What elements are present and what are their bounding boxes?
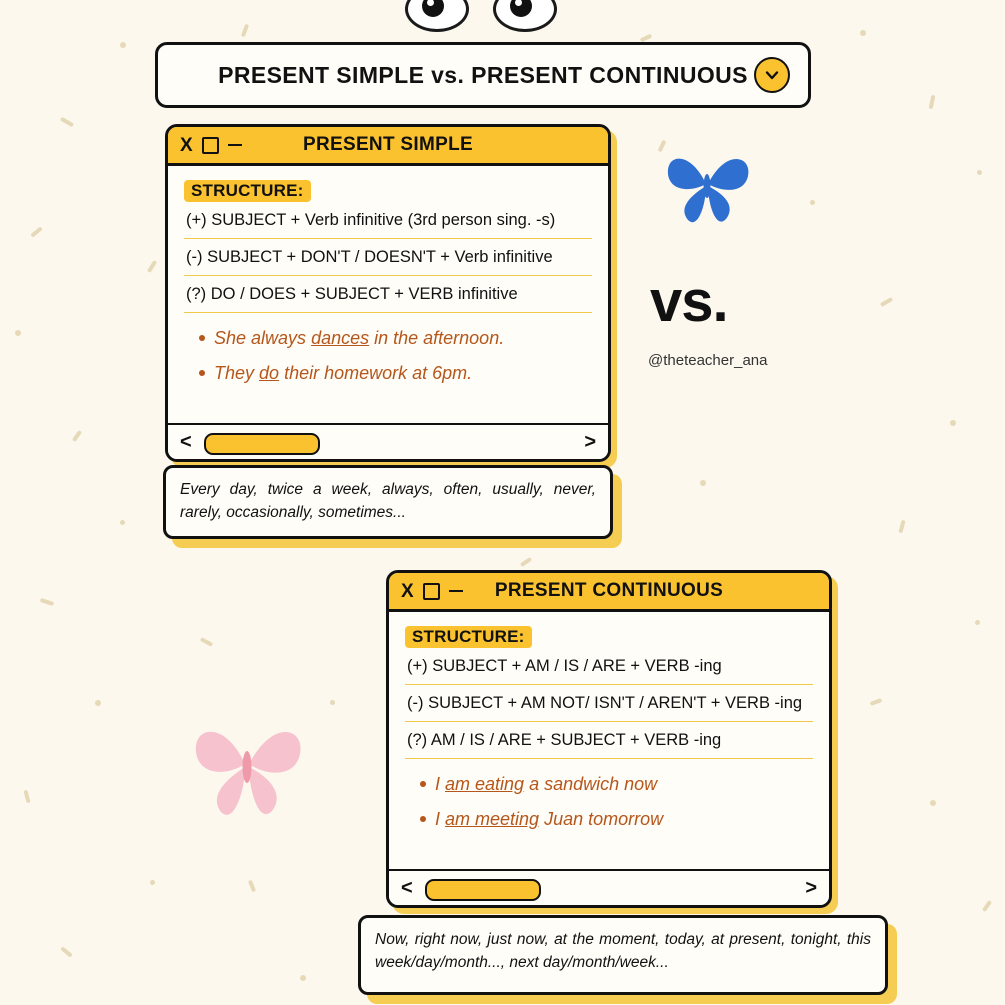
example-highlight: do [259, 362, 280, 383]
confetti-speck [700, 480, 706, 486]
confetti-speck [977, 170, 982, 175]
example-pre: They [214, 362, 260, 383]
list-item [214, 327, 592, 350]
note-present-continuous-time-expressions [358, 915, 888, 995]
minimize-icon[interactable] [228, 144, 242, 147]
confetti-speck [330, 700, 335, 705]
confetti-speck [200, 637, 213, 647]
window-content [389, 612, 829, 830]
confetti-speck [870, 698, 883, 706]
example-highlight: dances [311, 328, 370, 348]
window-scrollbar[interactable] [389, 869, 829, 905]
confetti-speck [241, 24, 249, 38]
butterfly-icon [183, 706, 311, 827]
confetti-speck [975, 620, 980, 625]
confetti-speck [60, 117, 74, 127]
scroll-thumb[interactable] [204, 433, 320, 455]
window-scrollbar[interactable] [168, 423, 608, 459]
window-titlebar [389, 573, 829, 612]
list-item [214, 362, 592, 385]
example-highlight: am meeting [445, 808, 540, 829]
window-present-simple[interactable] [165, 124, 611, 462]
confetti-speck [150, 880, 155, 885]
author-handle: @theteacher_ana [648, 352, 768, 369]
list-item [435, 808, 813, 831]
confetti-speck [23, 790, 30, 804]
form-row-affirmative: (+) SUBJECT + AM / IS / ARE + VERB -ing [405, 648, 813, 685]
example-pre: She always [214, 328, 312, 348]
confetti-speck [95, 700, 101, 706]
vs-label: vs. [650, 269, 728, 334]
window-titlebar [168, 127, 608, 166]
scroll-right-button[interactable]: > [584, 430, 596, 453]
close-icon[interactable]: X [180, 134, 193, 156]
confetti-speck [30, 226, 43, 237]
confetti-speck [950, 420, 956, 426]
confetti-speck [60, 946, 73, 957]
confetti-speck [982, 900, 992, 912]
scroll-left-button[interactable]: < [401, 876, 413, 899]
eyes-icon [405, 0, 565, 30]
minimize-icon[interactable] [449, 590, 463, 593]
confetti-speck [15, 330, 21, 336]
chevron-down-icon[interactable] [754, 57, 790, 93]
confetti-speck [898, 520, 905, 534]
confetti-speck [810, 200, 815, 205]
form-row-affirmative: (+) SUBJECT + Verb infinitive (3rd person sing. -s) [184, 202, 592, 239]
note-text: Every day, twice a week, always, often, usually, never, rarely, occasionally, sometimes... [180, 481, 596, 522]
confetti-speck [40, 598, 55, 606]
page-title: PRESENT SIMPLE vs. PRESENT CONTINUOUS [218, 61, 748, 88]
confetti-speck [300, 975, 306, 981]
confetti-speck [120, 42, 126, 48]
example-post: their homework at 6pm. [279, 362, 473, 383]
maximize-icon[interactable] [423, 583, 440, 600]
note-present-simple-time-expressions [163, 465, 613, 539]
close-icon[interactable]: X [401, 580, 414, 602]
confetti-speck [520, 557, 532, 567]
window-present-continuous[interactable] [386, 570, 832, 908]
examples-list [405, 773, 813, 830]
maximize-icon[interactable] [202, 137, 219, 154]
confetti-speck [248, 880, 256, 893]
example-pre: I [435, 774, 446, 794]
example-highlight: am eating [445, 774, 525, 794]
scroll-thumb[interactable] [425, 879, 541, 901]
list-item [435, 773, 813, 796]
confetti-speck [929, 95, 936, 110]
form-row-negative: (-) SUBJECT + DON'T / DOESN'T + Verb infinitive [184, 239, 592, 276]
confetti-speck [120, 520, 125, 525]
scroll-track[interactable] [200, 433, 577, 451]
scroll-left-button[interactable]: < [180, 430, 192, 453]
example-post: in the afternoon. [369, 328, 505, 348]
form-row-question: (?) DO / DOES + SUBJECT + VERB infinitive [184, 276, 592, 313]
confetti-speck [930, 800, 936, 806]
example-post: Juan tomorrow [539, 808, 664, 829]
form-row-question: (?) AM / IS / ARE + SUBJECT + VERB -ing [405, 722, 813, 759]
examples-list [184, 327, 592, 384]
window-content [168, 166, 608, 384]
page-title-banner [155, 42, 811, 108]
window-title: PRESENT SIMPLE [303, 134, 473, 155]
scroll-right-button[interactable]: > [805, 876, 817, 899]
structure-label: STRUCTURE: [405, 626, 532, 648]
confetti-speck [860, 30, 866, 36]
note-text: Now, right now, just now, at the moment, today, at present, tonight, this week/day/month..., next day/month/week... [375, 931, 871, 972]
confetti-speck [880, 297, 893, 307]
butterfly-icon [660, 140, 756, 231]
window-title: PRESENT CONTINUOUS [494, 580, 724, 601]
confetti-speck [147, 260, 157, 273]
structure-label: STRUCTURE: [184, 180, 311, 202]
scroll-track[interactable] [421, 879, 798, 897]
example-pre: I [435, 808, 446, 829]
form-row-negative: (-) SUBJECT + AM NOT/ ISN'T / AREN'T + VERB -ing [405, 685, 813, 722]
confetti-speck [72, 430, 82, 442]
example-post: a sandwich now [524, 774, 658, 794]
